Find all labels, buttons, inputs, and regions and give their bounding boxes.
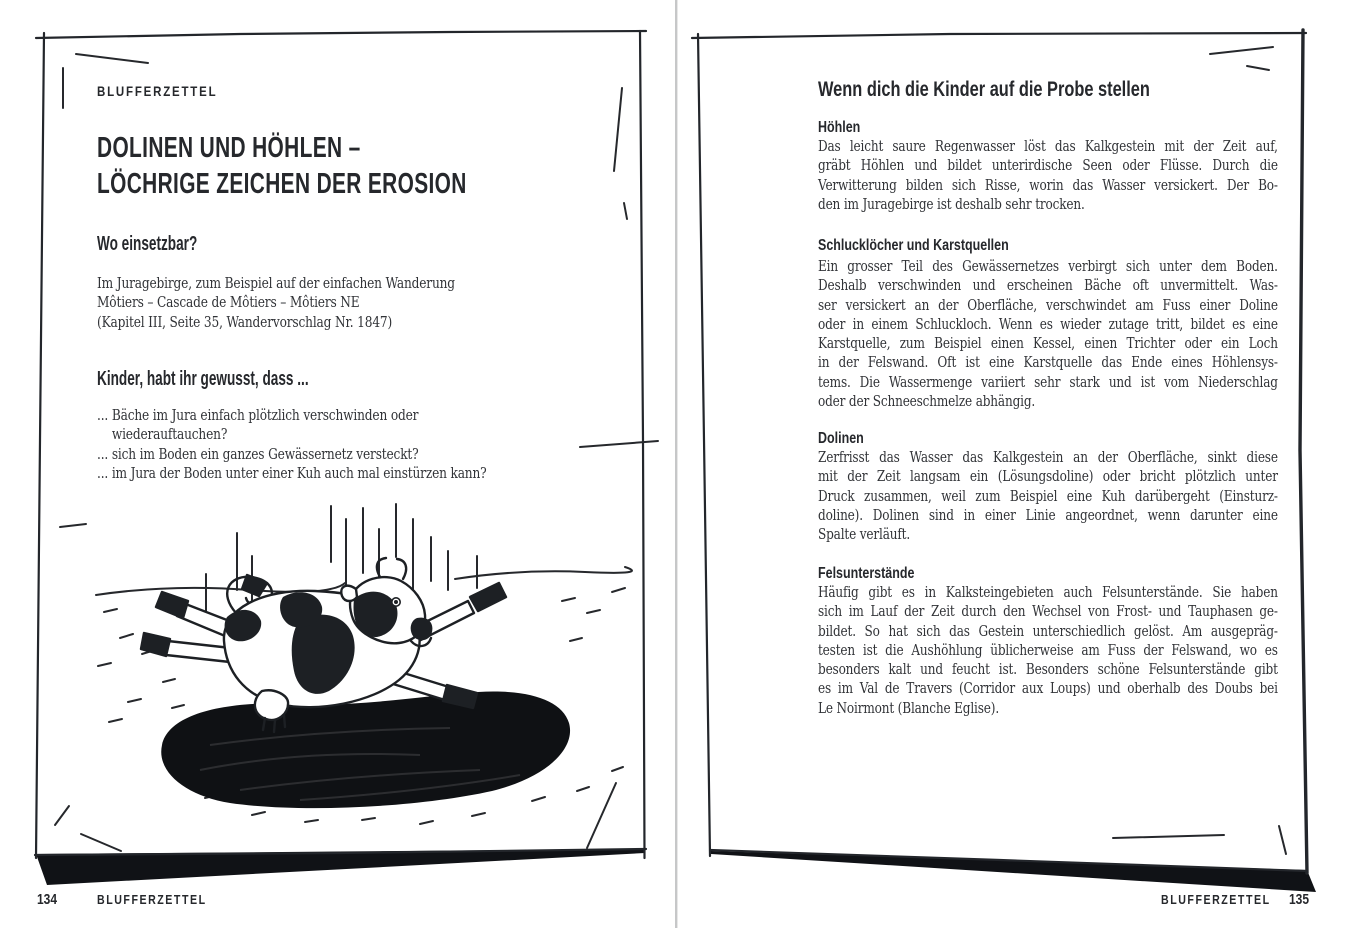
- text-line: testen ist die Aushöhlung üblicherweise am Fuss der Felswand, wo es: [818, 642, 1278, 659]
- text-line: Das leicht saure Regenwasser löst das Kalkgestein mit der Zeit auf,: [818, 139, 1278, 155]
- text-line: Spalte verläuft.: [818, 527, 911, 544]
- text-line: Karstquelle, zum Beispiel einen Kessel, einen Trichter oder ein Loch: [818, 336, 1278, 353]
- left-page-eyebrow: BLUFFERZETTEL: [97, 83, 218, 99]
- text-line: besonders kalt und feucht ist. Besonders schöne Felsunterstände gibt: [818, 662, 1278, 679]
- title-line-2: LÖCHRIGE ZEICHEN DER EROSION: [97, 168, 467, 200]
- text-line: ... Bäche im Jura einfach plötzlich verschwinden oder: [97, 408, 419, 424]
- text-line: Deshalb verschwinden und erscheinen Bäche oft unvermittelt. Was-: [818, 278, 1278, 295]
- text-line: es im Val de Travers (Corridor aux Loups) und oberhalb des Doubs bei: [818, 681, 1278, 698]
- text-line: (Kapitel III, Seite 35, Wandervorschlag Nr. 1847): [97, 314, 393, 331]
- where-section-text: [97, 275, 534, 333]
- text-line: den im Juragebirge ist deshalb sehr trocken.: [818, 196, 1085, 213]
- text-line: oder in einem Schluckloch. Wenn es wieder zutage tritt, bildet es eine: [818, 316, 1278, 333]
- right-page-number: 135: [1289, 891, 1310, 908]
- text-line: ser versickert an der Oberfläche, verschwindet am Fuss einer Doline: [818, 297, 1278, 314]
- left-page-number: 134: [37, 891, 58, 908]
- where-section-title: Wo einsetzbar?: [97, 233, 198, 255]
- right-page-heading: Wenn dich die Kinder auf die Probe stellen: [818, 78, 1150, 101]
- title-line-1: DOLINEN UND HÖHLEN –: [97, 132, 361, 164]
- text-line: Le Noirmont (Blanche Eglise).: [818, 700, 999, 717]
- text-line: Im Juragebirge, zum Beispiel auf der einfachen Wanderung: [97, 276, 455, 292]
- text-line: doline). Dolinen sind in einer Linie angeordnet, wenn darunter eine: [818, 507, 1278, 524]
- text-line: in der Felswand. Oft ist eine Karstquelle das Ende eines Höhlensys-: [818, 355, 1278, 372]
- text-line: Verwitterung bilden sich Risse, worin das Wasser versickert. Der Bo-: [818, 177, 1278, 194]
- right-footer-label: BLUFFERZETTEL: [1161, 893, 1271, 907]
- ear: [341, 586, 357, 601]
- text-line: ... im Jura der Boden unter einer Kuh auch mal einstürzen kann?: [97, 465, 487, 482]
- text-line: wiederauftauchen?: [97, 427, 228, 444]
- section-hoehlen-text: [818, 138, 1278, 215]
- section-dolinen-text: [818, 449, 1278, 545]
- section-felsunterstaende-title: Felsunterstände: [818, 565, 915, 582]
- section-felsunterstaende-text: [818, 584, 1278, 719]
- text-line: tems. Die Wassermenge variiert sehr stark und ist vom Niederschlag: [818, 374, 1278, 391]
- text-line: Häufig gibt es in Kalksteingebieten auch Felsunterstände. Sie haben: [818, 585, 1278, 601]
- text-line: mit der Zeit langsam ein (Lösungsdoline) oder bricht plötzlich unter: [818, 469, 1278, 486]
- text-line: Môtiers – Cascade de Môtiers – Môtiers NE: [97, 295, 360, 312]
- text-line: Zerfrisst das Wasser das Kalkgestein an der Oberfläche, sinkt diese: [818, 450, 1278, 466]
- section-schluckloecher-title: Schlucklöcher und Karstquellen: [818, 237, 1009, 254]
- text-line: sich im Lauf der Zeit durch den Wechsel von Frost- und Tauphasen ge-: [818, 604, 1278, 621]
- text-line: oder der Schneeschmelze abhängig.: [818, 394, 1036, 411]
- text-line: Ein grosser Teil des Gewässernetzes verbirgt sich unter dem Boden.: [818, 259, 1278, 275]
- left-page-title: [97, 130, 467, 202]
- open-mouth: [411, 618, 433, 641]
- left-footer-label: BLUFFERZETTEL: [97, 893, 207, 907]
- text-line: gräbt Höhlen und bildet unterirdische Seen oder Flüsse. Durch die: [818, 158, 1278, 175]
- section-hoehlen-title: Höhlen: [818, 119, 861, 136]
- kids-section-text: [97, 407, 534, 484]
- text-line: ... sich im Boden ein ganzes Gewässernetz versteckt?: [97, 446, 419, 463]
- text-line: Druck zusammen, weil zum Beispiel eine Kuh darübergeht (Einsturz-: [818, 488, 1278, 505]
- page-gutter-line: [675, 0, 677, 928]
- kids-section-title: Kinder, habt ihr gewusst, dass ...: [97, 368, 309, 390]
- text-line: bildet. So hat sich das Gestein unterschiedlich gelöst. Am ausgepräg-: [818, 623, 1278, 640]
- section-schluckloecher-text: [818, 258, 1278, 412]
- section-dolinen-title: Dolinen: [818, 430, 864, 447]
